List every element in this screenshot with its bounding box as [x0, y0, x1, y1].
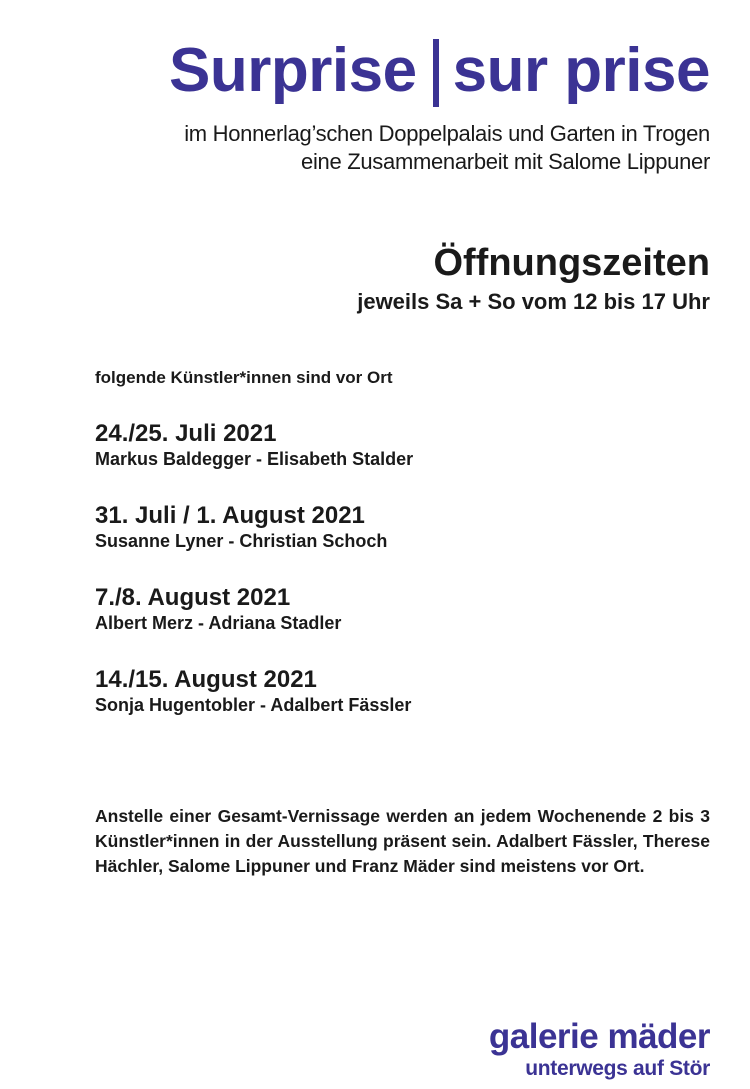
schedule-item — [95, 502, 413, 584]
schedule-artists: Susanne Lyner - Christian Schoch — [95, 531, 388, 551]
poster-title — [169, 32, 710, 110]
vernissage-note: Anstelle einer Gesamt-Vernissage werden an jedem Wochenende 2 bis 3 Künstler*innen in der Ausstellung präsent sein. Adalbert Fässler, Therese Hächler, Salome Lippuner und Franz Mäder sind meistens vor Ort. — [95, 806, 710, 876]
schedule-list — [95, 420, 413, 748]
schedule-item — [95, 666, 413, 748]
title-divider — [433, 39, 439, 107]
subtitle-collaboration: eine Zusammenarbeit mit Salome Lippuner — [301, 149, 710, 174]
gallery-logo — [489, 1018, 710, 1082]
schedule-date: 31. Juli / 1. August 2021 — [95, 502, 365, 529]
opening-hours-detail: jeweils Sa + So vom 12 bis 17 Uhr — [357, 289, 710, 314]
subtitle — [184, 120, 710, 176]
title-part-surprise: Surprise — [169, 36, 417, 105]
gallery-name: galerie mäder — [488, 1017, 710, 1056]
schedule-artists: Sonja Hugentobler - Adalbert Fässler — [95, 695, 412, 715]
artists-intro: folgende Künstler*innen sind vor Ort — [95, 368, 393, 387]
schedule-item — [95, 420, 413, 502]
schedule-artists: Markus Baldegger - Elisabeth Stalder — [95, 449, 414, 469]
title-part-sur-prise: sur prise — [452, 36, 710, 105]
schedule-artists: Albert Merz - Adriana Stadler — [95, 613, 342, 633]
schedule-item — [95, 584, 413, 666]
opening-hours-heading: Öffnungszeiten — [433, 242, 710, 284]
schedule-date: 14./15. August 2021 — [95, 666, 317, 693]
schedule-date: 24./25. Juli 2021 — [95, 420, 277, 447]
schedule-date: 7./8. August 2021 — [95, 584, 291, 611]
gallery-tagline: unterwegs auf Stör — [525, 1057, 710, 1080]
subtitle-location: im Honnerlag’schen Doppelpalais und Garten in Trogen — [184, 121, 710, 146]
